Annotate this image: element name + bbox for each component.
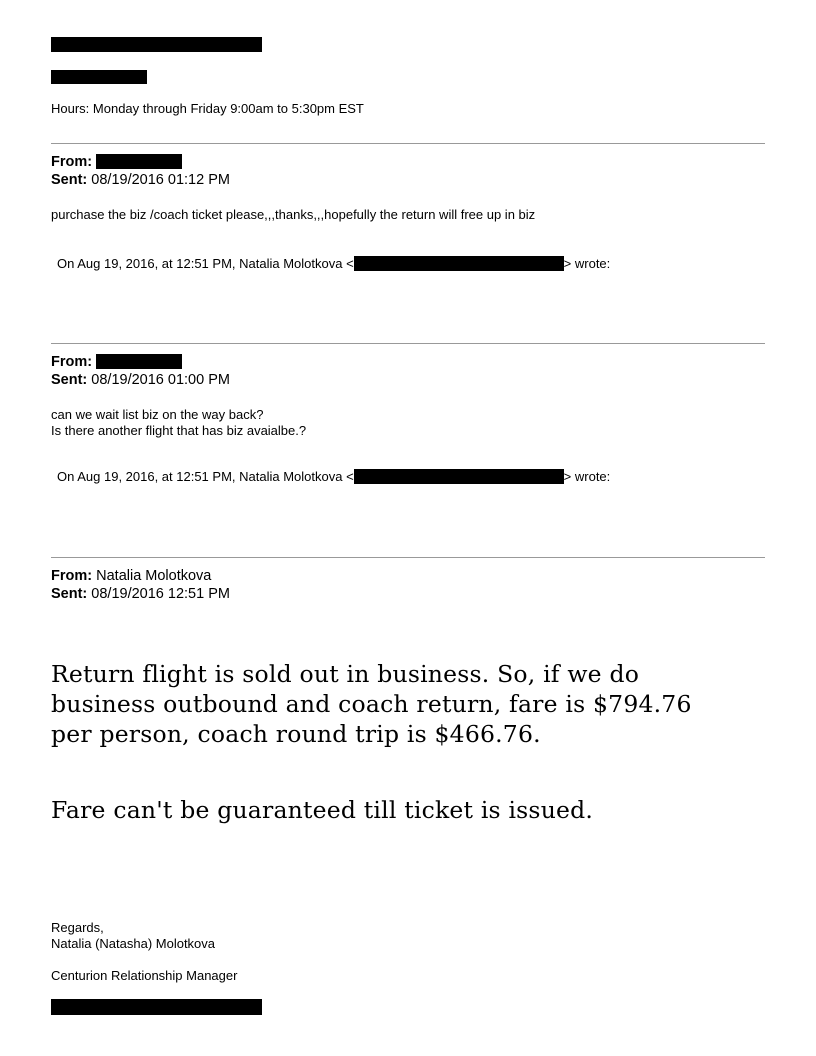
message-2-quote — [57, 469, 610, 485]
redacted-block-bottom — [51, 999, 262, 1015]
from-label: From: — [51, 154, 93, 170]
hours-text: Hours: Monday through Friday 9:00am to 5:30pm EST — [51, 101, 364, 116]
from-label: From: — [51, 568, 93, 584]
message-1-from — [51, 153, 182, 171]
divider-3 — [51, 557, 765, 558]
quote-prefix: On Aug 19, 2016, at 12:51 PM, Natalia Molotkova < — [57, 256, 354, 271]
divider-1 — [51, 143, 765, 144]
quote-suffix: > wrote: — [563, 469, 611, 484]
sent-label: Sent: — [51, 372, 88, 388]
sent-label: Sent: — [51, 172, 88, 188]
redacted-block-top-1 — [51, 37, 262, 52]
message-3-body-line-2: business outbound and coach return, fare is $794.76 — [51, 690, 692, 718]
message-1-quote — [57, 256, 610, 272]
message-3-body-paragraph-2: Fare can't be guaranteed till ticket is issued. — [51, 796, 594, 824]
from-label: From: — [51, 354, 93, 370]
message-3-body-line-3: per person, coach round trip is $466.76. — [51, 720, 541, 748]
redacted-sender — [96, 354, 182, 369]
from-value: Natalia Molotkova — [96, 568, 212, 584]
message-1-sent — [51, 171, 230, 189]
redacted-sender — [96, 154, 182, 169]
message-3-from — [51, 567, 211, 585]
sent-value: 08/19/2016 01:12 PM — [91, 172, 230, 188]
message-2-from — [51, 353, 182, 371]
message-3-sent — [51, 585, 230, 603]
signature-title: Centurion Relationship Manager — [51, 968, 238, 983]
message-2-body-line-2: Is there another flight that has biz avaialbe.? — [51, 423, 307, 438]
message-2-body-line-1: can we wait list biz on the way back? — [51, 407, 264, 422]
signature-regards: Regards, — [51, 920, 104, 935]
signature-name: Natalia (Natasha) Molotkova — [51, 936, 216, 951]
quote-suffix: > wrote: — [563, 256, 611, 271]
sent-value: 08/19/2016 12:51 PM — [91, 586, 230, 602]
redacted-email — [354, 256, 564, 271]
sent-label: Sent: — [51, 586, 88, 602]
message-1-body: purchase the biz /coach ticket please,,,thanks,,,hopefully the return will free up in biz — [51, 207, 536, 222]
sent-value: 08/19/2016 01:00 PM — [91, 372, 230, 388]
message-2-sent — [51, 371, 230, 389]
redacted-block-top-2 — [51, 70, 147, 84]
quote-prefix: On Aug 19, 2016, at 12:51 PM, Natalia Molotkova < — [57, 469, 354, 484]
divider-2 — [51, 343, 765, 344]
redacted-email — [354, 469, 564, 484]
message-3-body-line-1: Return flight is sold out in business. So, if we do — [51, 660, 640, 688]
